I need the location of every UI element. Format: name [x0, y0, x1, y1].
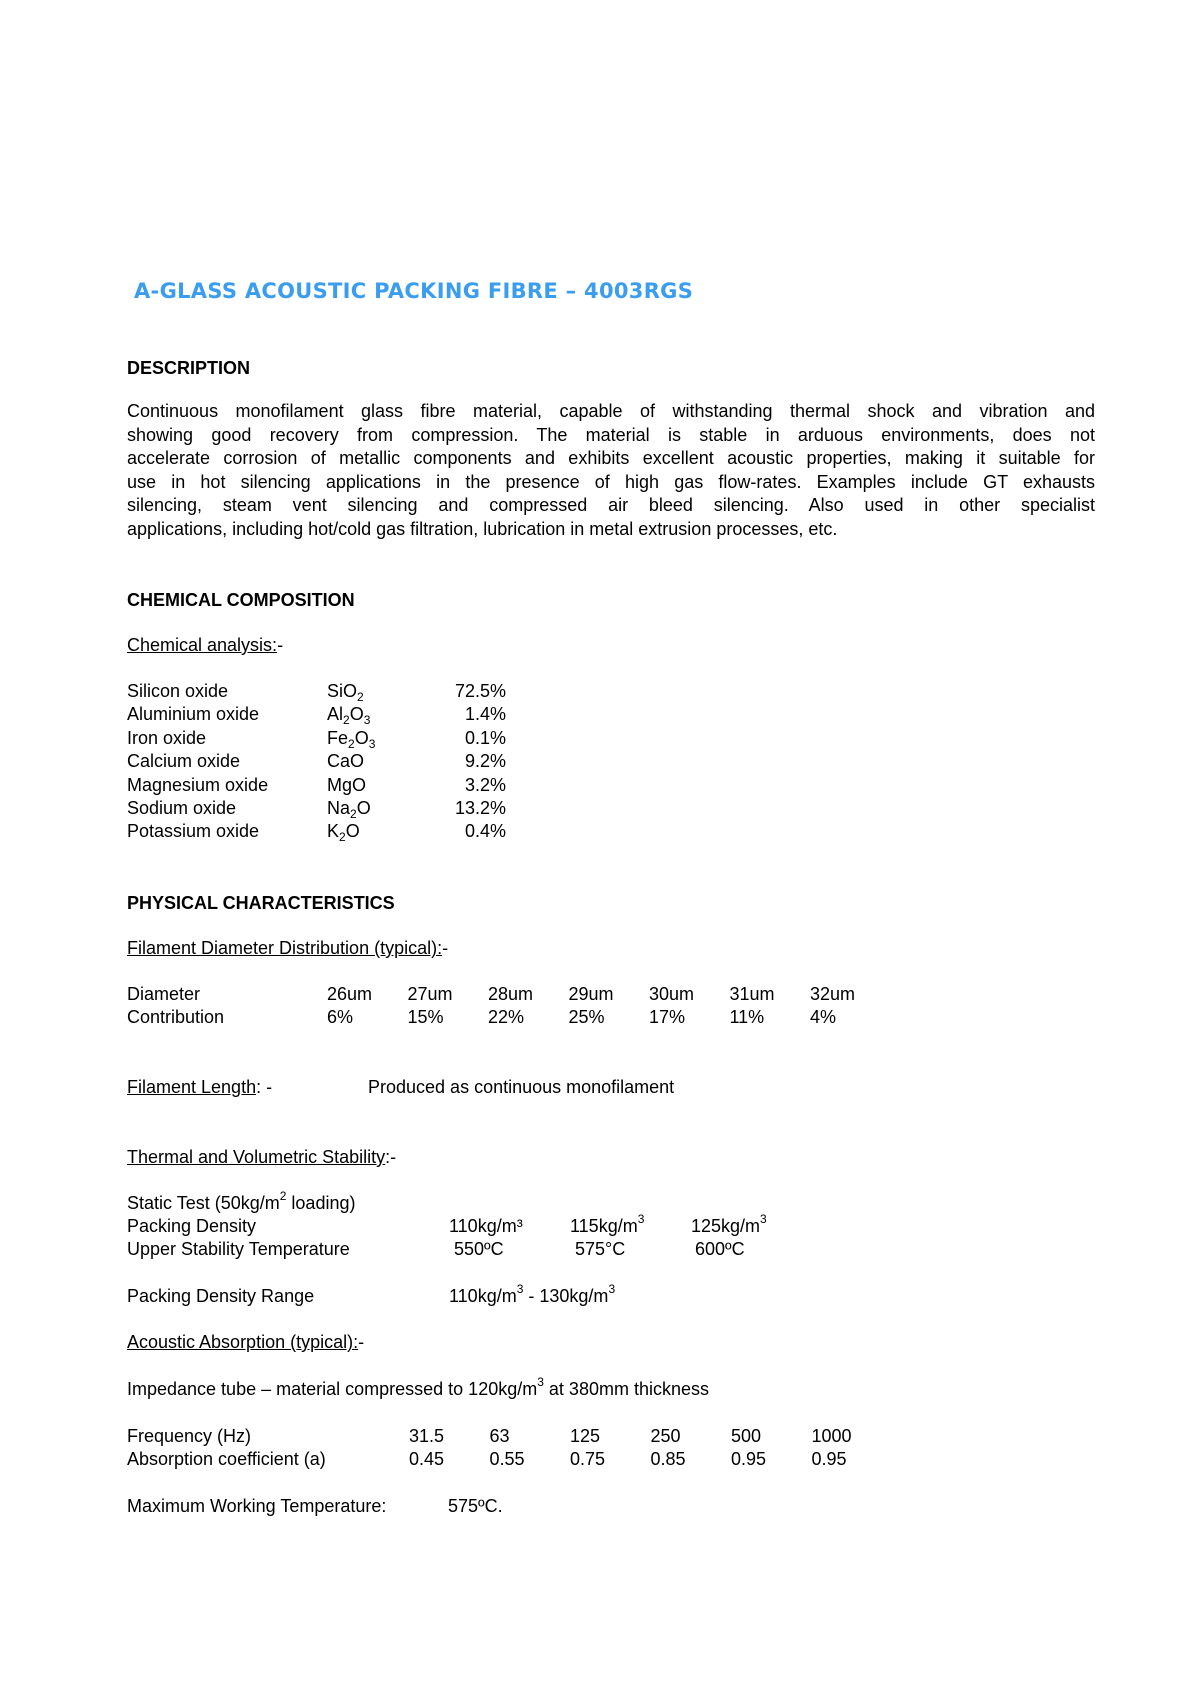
packing-density-value: $125kg/m^3$ — [691, 1212, 767, 1236]
chemical-analysis-label: Chemical analysis:- — [127, 635, 284, 655]
diameter-value: 32um — [810, 984, 856, 1004]
oxide-formula: $Na_2O$ — [327, 798, 371, 821]
oxide-name: Silicon oxide — [127, 681, 229, 701]
contribution-value: 4% — [810, 1007, 837, 1027]
description-heading: DESCRIPTION — [127, 358, 251, 378]
upper-temp-value: 550ºC — [454, 1239, 504, 1259]
max-temp-label: Maximum Working Temperature: — [127, 1496, 387, 1516]
oxide-formula: MgO — [327, 774, 367, 795]
oxide-percentage: 13.2% — [454, 798, 506, 818]
absorption-value: 0.45 — [409, 1449, 445, 1469]
diameter-value: 27um — [407, 984, 453, 1004]
oxide-formula: $Al_2O_3$ — [327, 704, 371, 728]
absorption-value: 0.55 — [489, 1449, 525, 1469]
absorption-value: 0.95 — [731, 1449, 767, 1469]
chemical-heading: CHEMICAL COMPOSITION — [127, 590, 355, 610]
description-line: showing good recovery from compression. The material is stable in arduous environments, does not — [127, 424, 1095, 445]
filament-length-label: Filament Length: - — [127, 1077, 273, 1097]
oxide-formula: $Fe_2O_3$ — [327, 727, 376, 751]
packing-density-label: Packing Density — [127, 1216, 257, 1236]
contribution-row-label: Contribution — [127, 1007, 225, 1027]
description-line: silencing, steam vent silencing and compressed air bleed silencing. Also used in other specialist — [127, 495, 1095, 515]
filament-length-value: Produced as continuous monofilament — [368, 1077, 675, 1097]
oxide-name: Calcium oxide — [127, 751, 241, 772]
stability-label: Thermal and Volumetric Stability:- — [127, 1147, 397, 1167]
absorption-value: 0.75 — [570, 1449, 606, 1469]
packing-range-label: Packing Density Range — [127, 1286, 315, 1306]
upper-temp-label: Upper Stability Temperature — [127, 1239, 350, 1259]
frequency-value: 31.5 — [409, 1426, 445, 1446]
upper-temp-value: 600ºC — [695, 1239, 745, 1259]
oxide-formula: $K_2O$ — [327, 821, 360, 845]
packing-range-value: $110kg/m^3 - 130kg/m^3$ — [449, 1282, 616, 1306]
description-line: applications, including hot/cold gas filtration, lubrication in metal extrusion processes, etc. — [127, 518, 838, 539]
absorption-value: 0.95 — [811, 1449, 847, 1469]
oxide-percentage: 0.1% — [464, 727, 506, 748]
physical-heading: PHYSICAL CHARACTERISTICS — [127, 893, 395, 913]
oxide-name: Magnesium oxide — [127, 774, 269, 795]
oxide-name: Iron oxide — [127, 727, 207, 748]
static-test-label: Static Test ($50kg/m^2$ loading) — [127, 1189, 356, 1213]
frequency-value: 125 — [570, 1426, 601, 1446]
upper-temp-value: 575°C — [575, 1239, 626, 1259]
diameter-value: 26um — [327, 984, 373, 1004]
absorption-value: 0.85 — [650, 1449, 686, 1469]
oxide-percentage: 72.5% — [454, 681, 506, 701]
oxide-percentage: 9.2% — [464, 751, 506, 772]
frequency-value: 63 — [489, 1426, 510, 1446]
contribution-value: 15% — [407, 1007, 444, 1027]
oxide-formula: SiO$_2$ — [327, 681, 364, 704]
diameter-row-label: Diameter — [127, 984, 201, 1004]
max-temp-value: 575ºC. — [448, 1496, 503, 1516]
oxide-name: Aluminium oxide — [127, 704, 260, 725]
frequency-value: 250 — [650, 1426, 681, 1446]
frequency-row-label: Frequency (Hz) — [127, 1426, 252, 1446]
acoustic-absorption-label: Acoustic Absorption (typical):- — [127, 1332, 365, 1352]
packing-density-value: $115kg/m^3$ — [570, 1212, 645, 1236]
page-title: A-GLASS ACOUSTIC PACKING FIBRE – 4003RGS — [134, 279, 694, 303]
oxide-name: Sodium oxide — [127, 798, 237, 818]
oxide-percentage: 1.4% — [464, 704, 506, 725]
diameter-value: 30um — [649, 984, 695, 1004]
diameter-value: 28um — [488, 984, 534, 1004]
description-line: accelerate corrosion of metallic components and exhibits excellent acoustic properties, making it suitable for — [127, 448, 1095, 468]
oxide-percentage: 0.4% — [464, 821, 506, 842]
contribution-value: 11% — [729, 1007, 765, 1027]
frequency-value: 500 — [731, 1426, 762, 1446]
packing-density-value: 110kg/m³ — [449, 1216, 523, 1236]
description-line: Continuous monofilament glass fibre material, capable of withstanding thermal shock and vibration and — [127, 401, 1095, 421]
diameter-value: 29um — [568, 984, 614, 1004]
oxide-formula: CaO — [327, 751, 365, 772]
contribution-value: 25% — [568, 1007, 605, 1027]
oxide-percentage: 3.2% — [464, 774, 506, 795]
frequency-value: 1000 — [811, 1426, 852, 1446]
diameter-distribution-label: Filament Diameter Distribution (typical):- — [127, 938, 449, 958]
contribution-value: 6% — [327, 1007, 354, 1027]
oxide-name: Potassium oxide — [127, 821, 260, 842]
description-paragraph — [127, 400, 1095, 541]
absorption-row-label: Absorption coefficient (a) — [127, 1449, 326, 1469]
contribution-value: 22% — [488, 1007, 525, 1027]
description-line: use in hot silencing applications in the presence of high gas flow-rates. Examples include GT exhausts — [127, 471, 1095, 492]
impedance-tube-text: Impedance tube – material compressed to $120kg/m^3$ at 380mm thickness — [127, 1375, 709, 1399]
contribution-value: 17% — [649, 1007, 686, 1027]
diameter-value: 31um — [729, 984, 775, 1004]
